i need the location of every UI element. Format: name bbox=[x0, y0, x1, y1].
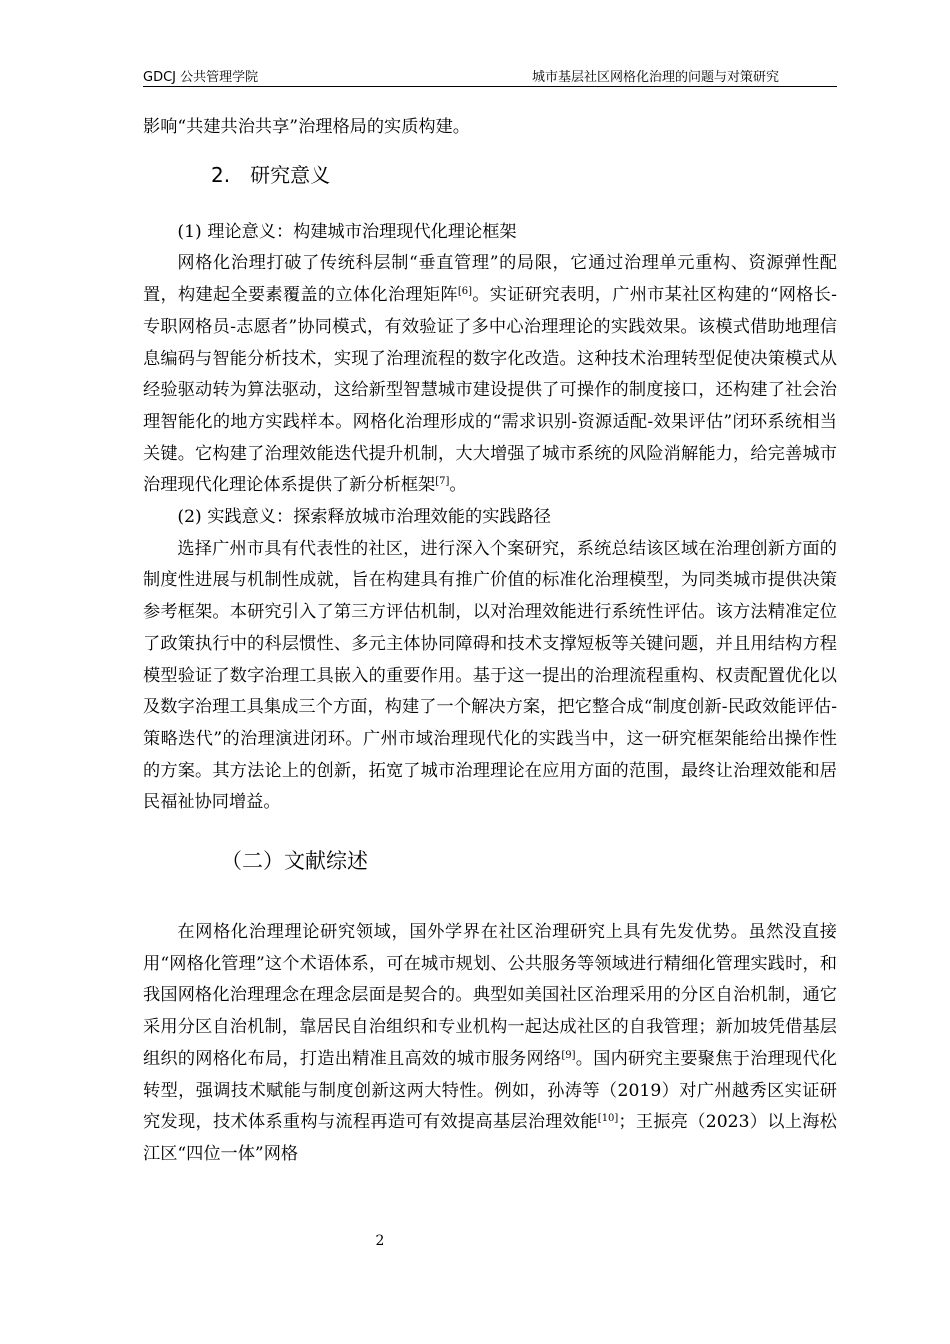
citation-7[interactable]: [7] bbox=[435, 476, 450, 488]
citation-6[interactable]: [6] bbox=[457, 286, 472, 298]
spacer bbox=[143, 883, 837, 917]
subheading-practical-significance: (2) 实践意义：探索释放城市治理效能的实践路径 bbox=[177, 507, 551, 528]
text-run: 在网格化治理理论研究领域，国外学界在社区治理研究上具有先发优势。虽然没直接用“网格化管理”这个术语体系，可在城市规划、公共服务等领域进行精细化管理实践时，和我国网格化治理理念在理念层面是契合的。典型如美国社区治理采用的分区自治机制，通它采用分区自治机制，靠居民自治组织和专业机构一起达成社区的自我管理；新加坡凭借基层组织的网格化布局，打造出精准且高效的城市服务网络 bbox=[143, 922, 837, 1069]
citation-10[interactable]: [10] bbox=[597, 1113, 619, 1125]
citation-9[interactable]: [9] bbox=[561, 1049, 576, 1061]
page-number: 2 bbox=[375, 1233, 385, 1249]
paragraph-practical: 选择广州市具有代表性的社区，进行深入个案研究，系统总结该区域在治理创新方面的制度性进展与机制性成就，旨在构建具有推广价值的标准化治理模型，为同类城市提供决策参考框架。本研究引入了第三方评估机制，以对治理效能进行系统性评估。该方法精准定位了政策执行中的科层惯性、多元主体协同障碍和技术支撑短板等关键问题，并且用结构方程模型验证了数字治理工具嵌入的重要作用。基于这一提出的治理流程重构、权责配置优化以及数字治理工具集成三个方面，构建了一个解决方案，把它整合成“制度创新-民政效能评估-策略迭代”的治理演进闭环。广州市域治理现代化的实践当中，这一研究框架能给出操作性的方案。其方法论上的创新，拓宽了城市治理理论在应用方面的范围，最终让治理效能和居民福祉协同增益。 bbox=[143, 538, 837, 813]
header-thesis-title: 城市基层社区网格化治理的问题与对策研究 bbox=[531, 70, 779, 85]
text-run: ；王振亮（2023）以上海松江区“四位一体”网格 bbox=[143, 1112, 837, 1164]
page-content bbox=[143, 112, 837, 1171]
paragraph-theoretical bbox=[143, 248, 837, 502]
text-run: 。 bbox=[449, 475, 467, 496]
paragraph-continuation: 影响“共建共治共享”治理格局的实质构建。 bbox=[143, 117, 470, 137]
text-run: 。国内研究主要聚焦于治理现代化转型，强调技术赋能与制度创新这两大特性。例如，孙涛等（2019）对广州越秀区实证研究发现，技术体系重构与流程再造可有效提高基层治理效能 bbox=[143, 1048, 837, 1133]
spacer bbox=[143, 197, 837, 217]
header-institution: GDCJ 公共管理学院 bbox=[143, 70, 259, 85]
text-run: 。实证研究表明，广州市某社区构建的“网格长-专职网格员-志愿者”协同模式，有效验证了多中心治理理论的实践效果。该模式借助地理信息编码与智能分析技术，实现了治理流程的数字化改造。这种技术治理转型促使决策模式从经验驱动转为算法驱动，这给新型智慧城市建设提供了可操作的制度接口，还构建了社会治理智能化的地方实践样本。网格化治理形成的“需求识别-资源适配-效果评估”闭环系统相当关键。它构建了治理效能迭代提升机制，大大增强了城市系统的风险消解能力，给完善城市治理现代化理论体系提供了新分析框架 bbox=[143, 285, 837, 496]
subheading-theoretical-significance: (1) 理论意义：构建城市治理现代化理论框架 bbox=[177, 221, 517, 242]
text-run: 网格化治理打破了传统科层制“垂直管理”的局限，它通过治理单元重构、资源弹性配置，构建起全要素覆盖的立体化治理矩阵 bbox=[143, 253, 837, 306]
section-heading-literature-review: （二）文献综述 bbox=[221, 849, 368, 874]
section-heading-research-significance: 2. 研究意义 bbox=[211, 162, 331, 187]
paragraph-literature bbox=[143, 917, 837, 1171]
page-header bbox=[143, 66, 837, 87]
